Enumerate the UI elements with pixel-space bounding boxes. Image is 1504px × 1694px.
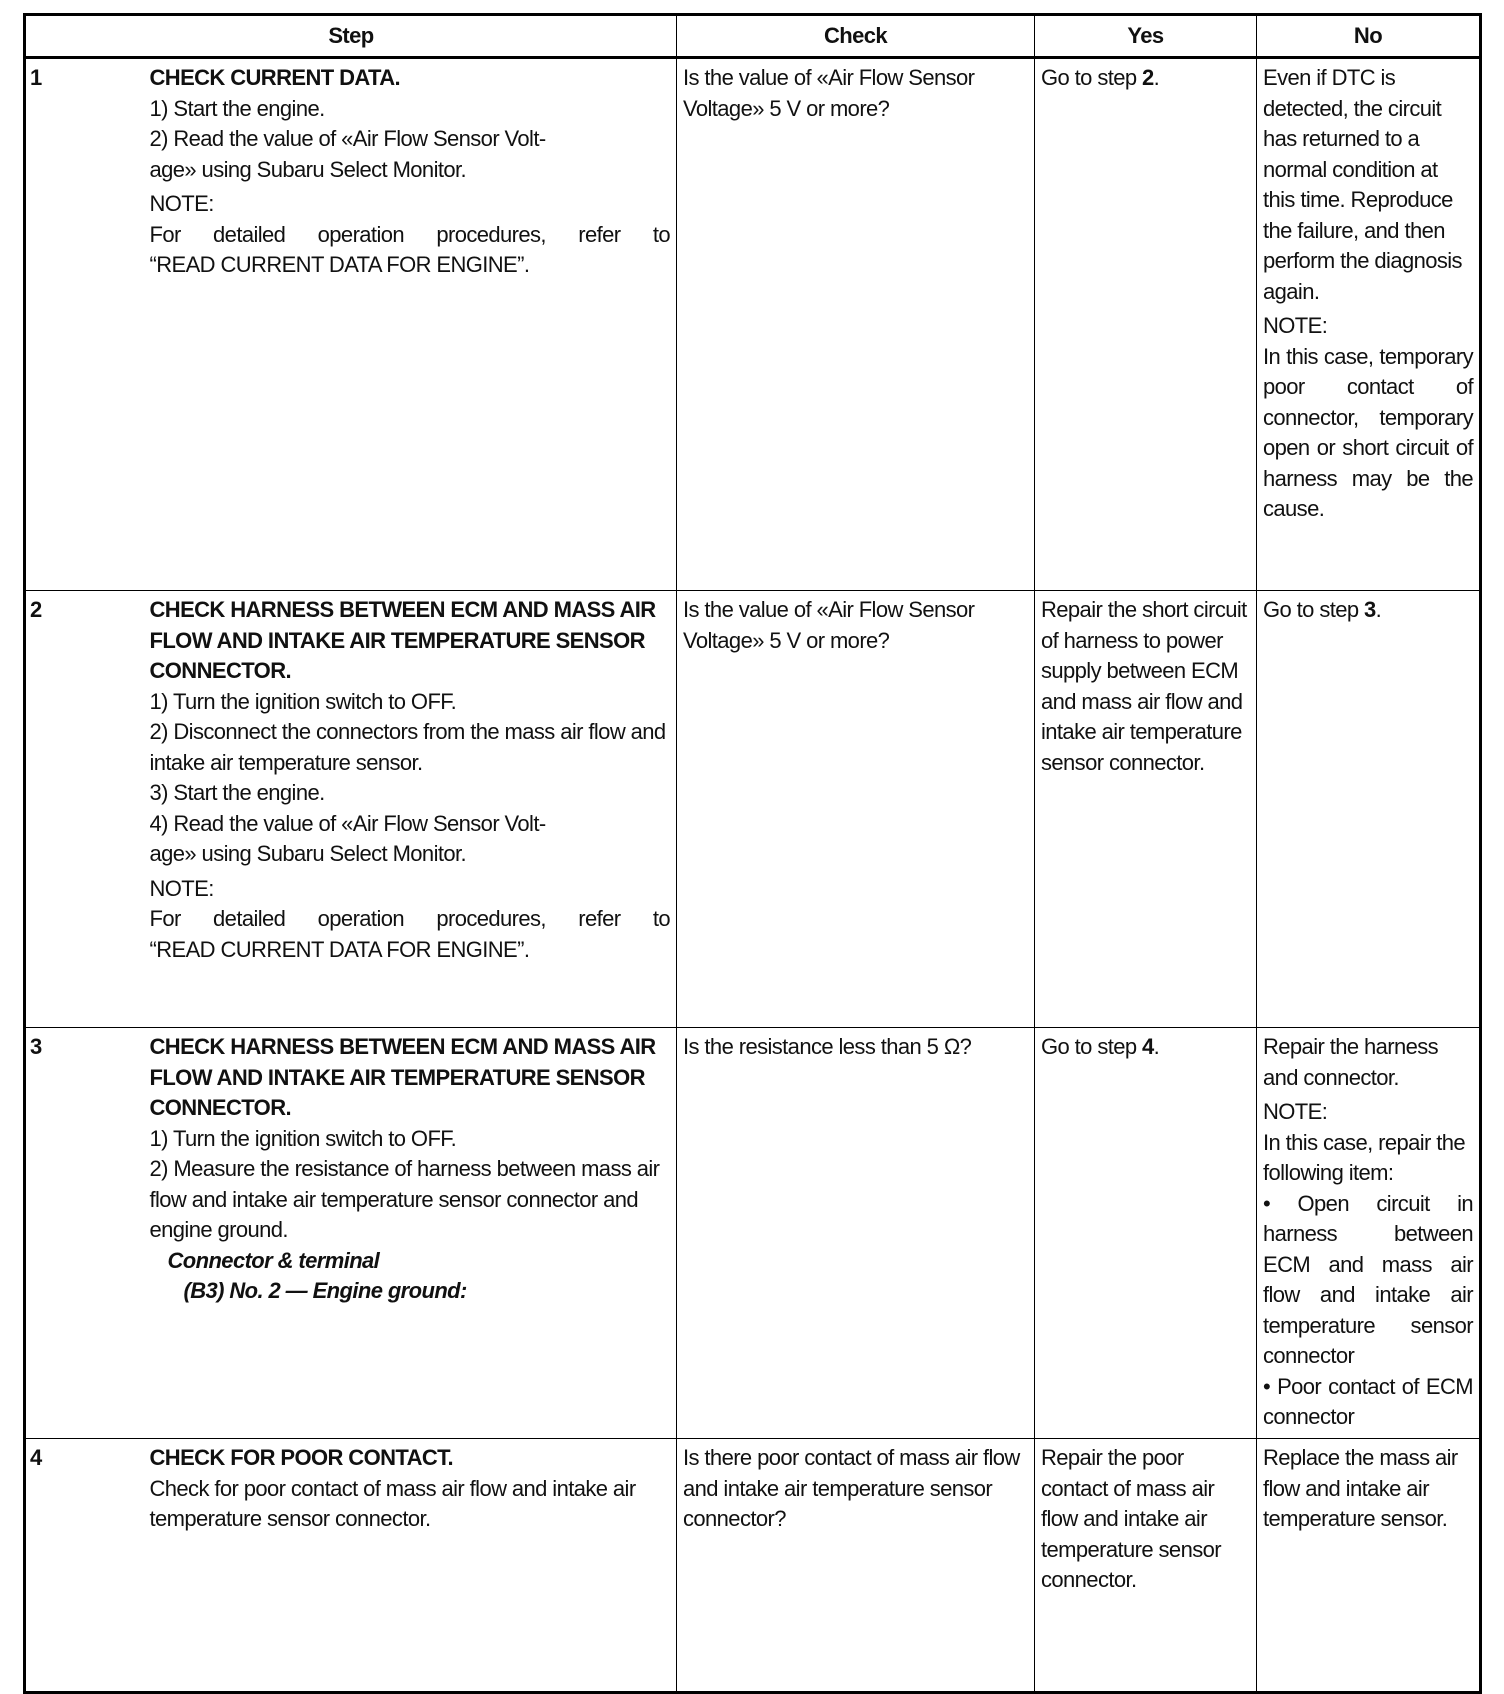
step-title: CHECK HARNESS BETWEEN ECM AND MASS AIR FLOW AND INTAKE AIR TEMPERATURE SENSOR CONNECTOR. xyxy=(149,1034,656,1120)
step-line: 2) Read the value of «Air Flow Sensor Volt- xyxy=(149,126,546,151)
step-description xyxy=(150,58,677,591)
yes-suffix: . xyxy=(1153,1034,1160,1059)
yes-cell: Repair the short circuit of harness to power supply between ECM and mass air flow and intake air temperature sensor connector. xyxy=(1035,591,1257,1028)
step-line: age» using Subaru Select Monitor. xyxy=(149,156,467,182)
no-suffix: . xyxy=(1375,597,1382,622)
check-cell: Is the resistance less than 5 Ω? xyxy=(677,1028,1035,1439)
bullet-item: • Open circuit in harness between ECM and mass air flow and intake air temperature sensor connector xyxy=(1263,1190,1473,1368)
step-title: CHECK FOR POOR CONTACT. xyxy=(149,1445,454,1470)
no-text: Go to step xyxy=(1263,597,1365,622)
header-check: Check xyxy=(677,15,1035,58)
spec-value: (B3) No. 2 — Engine ground: xyxy=(183,1278,467,1303)
note-text: “READ CURRENT DATA FOR ENGINE”. xyxy=(149,936,530,962)
step-number: 2 xyxy=(25,591,150,1028)
step-line: 1) Turn the ignition switch to OFF. xyxy=(149,688,457,714)
table-row xyxy=(25,58,1481,591)
header-step: Step xyxy=(25,15,677,58)
table-row xyxy=(25,1439,1481,1693)
step-ref: 4 xyxy=(1142,1034,1154,1059)
yes-cell xyxy=(1035,58,1257,591)
step-line: age» using Subaru Select Monitor. xyxy=(149,841,467,866)
header-no: No xyxy=(1257,15,1481,58)
note-label: NOTE: xyxy=(1263,1099,1328,1124)
step-number: 1 xyxy=(25,58,150,591)
no-cell: Replace the mass air flow and intake air temperature sensor. xyxy=(1257,1439,1481,1693)
note-label: NOTE: xyxy=(1263,313,1328,338)
note-label: NOTE: xyxy=(149,875,214,901)
table-row xyxy=(25,591,1481,1028)
step-line: 1) Turn the ignition switch to OFF. xyxy=(149,1125,457,1151)
yes-text: Go to step xyxy=(1041,1034,1143,1059)
diagnostic-table xyxy=(23,13,1482,1694)
step-line: 3) Start the engine. xyxy=(149,780,325,805)
step-line: 1) Start the engine. xyxy=(149,95,325,121)
note-text: “READ CURRENT DATA FOR ENGINE”. xyxy=(149,252,530,277)
check-cell: Is the value of «Air Flow Sensor Voltage» 5 V or more? xyxy=(677,591,1035,1028)
no-cell xyxy=(1257,591,1481,1028)
table-row xyxy=(25,1028,1481,1439)
note-text: In this case, repair the following item: xyxy=(1263,1129,1466,1185)
header-yes: Yes xyxy=(1035,15,1257,58)
no-cell xyxy=(1257,1028,1481,1439)
yes-cell xyxy=(1035,1028,1257,1439)
bullet-item: • Poor contact of ECM connector xyxy=(1263,1373,1473,1429)
step-line: 2) Disconnect the connectors from the mass air flow and intake air temperature sensor. xyxy=(149,719,666,775)
yes-text: Go to step xyxy=(1041,65,1143,90)
step-ref: 2 xyxy=(1142,65,1154,90)
no-text: Repair the harness and connector. xyxy=(1263,1034,1439,1090)
yes-cell: Repair the poor contact of mass air flow and intake air temperature sensor connector. xyxy=(1035,1439,1257,1693)
step-title: CHECK HARNESS BETWEEN ECM AND MASS AIR FLOW AND INTAKE AIR TEMPERATURE SENSOR CONNECTOR. xyxy=(149,597,656,683)
step-ref: 3 xyxy=(1364,597,1376,622)
note-text: For detailed operation procedures, refer to xyxy=(149,906,670,931)
note-label: NOTE: xyxy=(149,191,214,216)
check-cell: Is the value of «Air Flow Sensor Voltage» 5 V or more? xyxy=(677,58,1035,591)
step-number: 3 xyxy=(25,1028,150,1439)
step-description xyxy=(150,1028,677,1439)
header-row xyxy=(25,15,1481,58)
note-text: For detailed operation procedures, refer to xyxy=(149,221,670,247)
step-description xyxy=(150,1439,677,1693)
step-line: 2) Measure the resistance of harness between mass air flow and intake air temperature sensor connector and engine ground. xyxy=(149,1156,660,1242)
step-description xyxy=(150,591,677,1028)
step-line: 4) Read the value of «Air Flow Sensor Volt- xyxy=(149,810,546,836)
step-title: CHECK CURRENT DATA. xyxy=(149,65,401,90)
no-cell xyxy=(1257,58,1481,591)
yes-suffix: . xyxy=(1153,65,1160,90)
step-number: 4 xyxy=(25,1439,150,1693)
spec-label: Connector & terminal xyxy=(167,1247,380,1273)
note-text: In this case, temporary poor contact of connector, temporary open or short circuit of harness may be the cause. xyxy=(1263,343,1473,521)
no-text: Even if DTC is detected, the circuit has returned to a normal condition at this time. Reproduce the failure, and then perform the diagnosis again. xyxy=(1263,65,1462,304)
check-cell: Is there poor contact of mass air flow and intake air temperature sensor connector? xyxy=(677,1439,1035,1693)
step-body: Check for poor contact of mass air flow and intake air temperature sensor connector. xyxy=(149,1475,636,1531)
